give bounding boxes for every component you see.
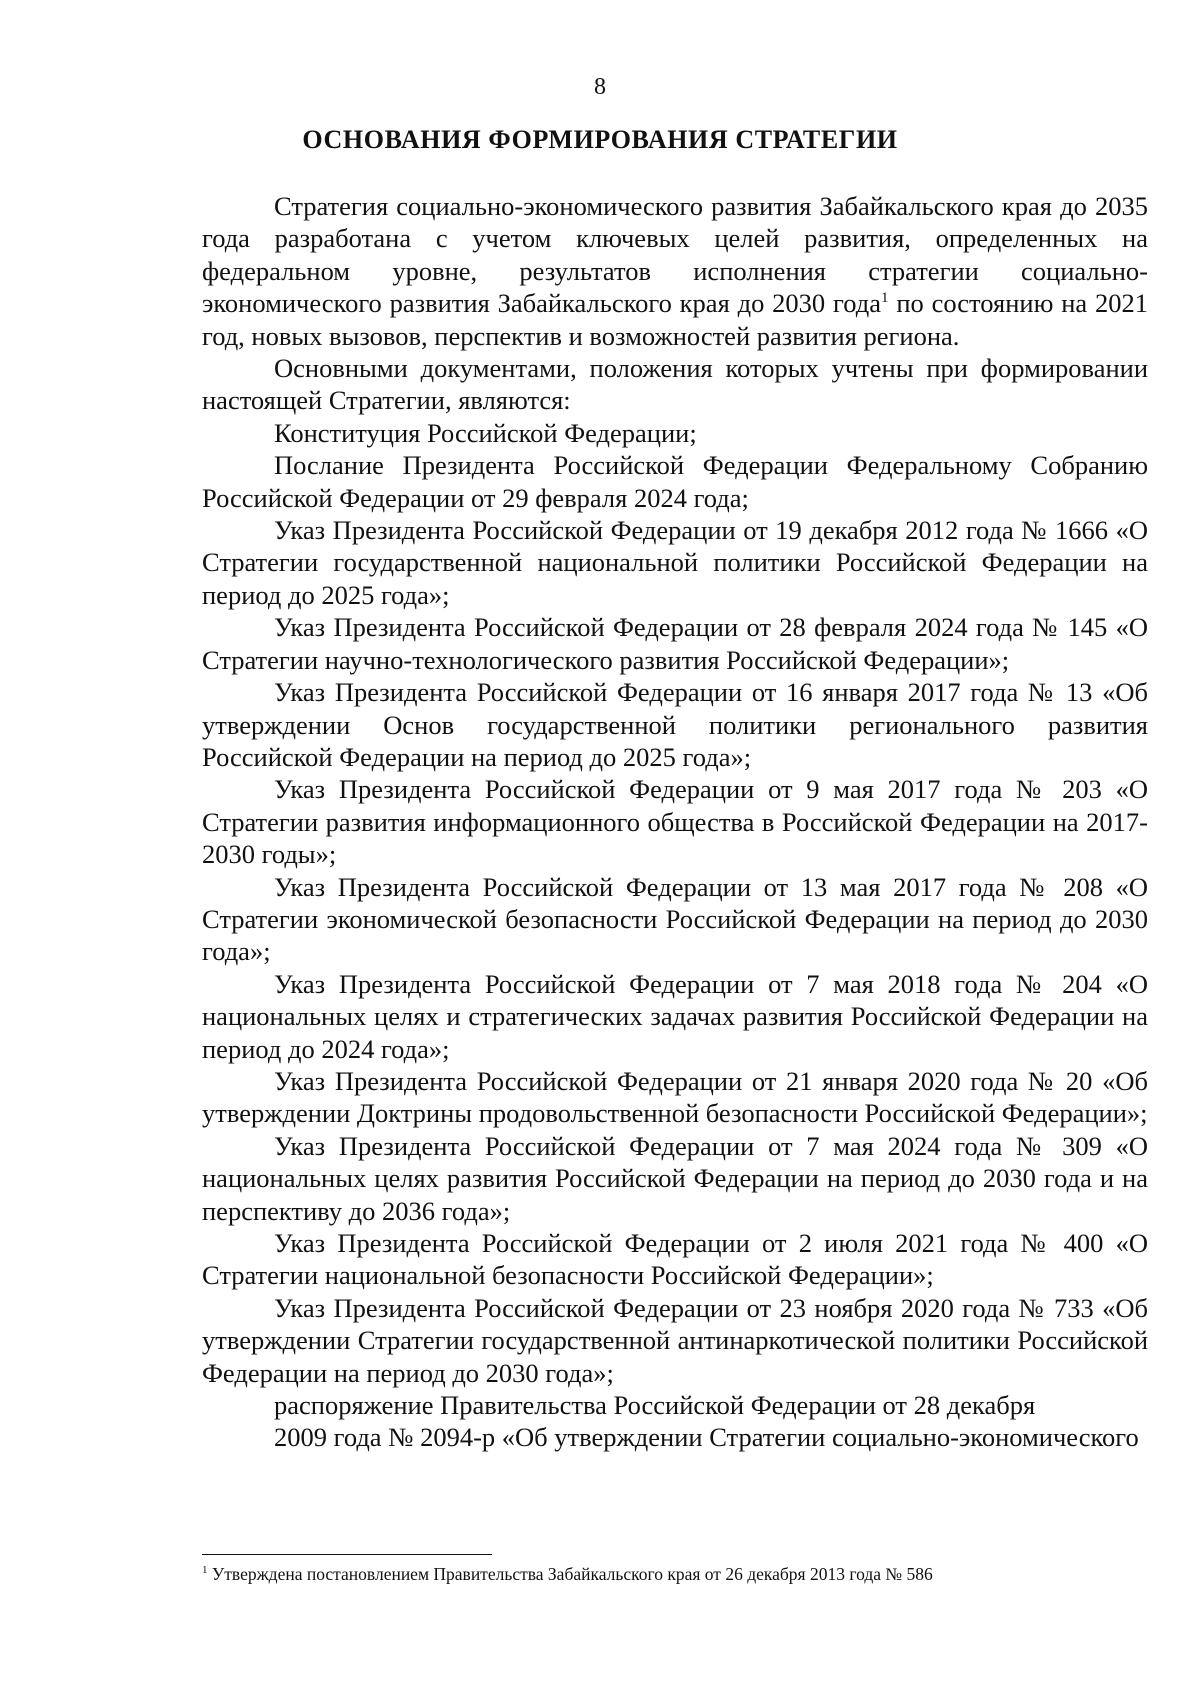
document-item-decree-20: Указ Президента Российской Федерации от 21 января 2020 года № 20 «Об утверждении Доктрины продовольственной безопасности Российской Федерации»;: [202, 1065, 1148, 1129]
document-item-decree-309: Указ Президента Российской Федерации от 7 мая 2024 года № 309 «О национальных целях развития Российской Федерации на период до 2030 года и на перспективу до 2036 года»;: [202, 1130, 1148, 1226]
document-item-decree-13: Указ Президента Российской Федерации от 16 января 2017 года № 13 «Об утверждении Основ государственной политики регионального развития Российской Федерации на период до 2025 года»;: [202, 677, 1148, 772]
intro-text-continued: по состоянию на 2021 год, новых вызовов, перспектив и возможностей развития региона.: [202, 288, 1149, 351]
footnote-text: Утверждена постановлением Правительства Забайкальского края от 26 декабря 2013 года № 586: [207, 1564, 933, 1584]
body-text: [202, 190, 1148, 1454]
page-number: 8: [594, 74, 606, 100]
document-item-address: Послание Президента Российской Федерации Федеральному Собранию Российской Федерации от 29 февраля 2024 года;: [202, 450, 1148, 513]
document-item-order-2094r: [202, 1389, 1148, 1454]
footnote: [202, 1562, 1148, 1586]
document-item-decree-733: Указ Президента Российской Федерации от 23 ноября 2020 года № 733 «Об утверждении Стратегии государственной антинаркотической политики Российской Федерации на период до 2030 года»;: [202, 1292, 1148, 1388]
document-item-decree-145: Указ Президента Российской Федерации от 28 февраля 2024 года № 145 «О Стратегии научно-технологического развития Российской Федерации»;: [202, 612, 1148, 675]
order-2094r-line-2: 2009 года № 2094-р «Об утверждении Стратегии социально-экономического: [274, 1422, 1139, 1453]
footnote-mark: 1: [202, 1564, 208, 1577]
document-item-decree-400: Указ Президента Российской Федерации от 2 июля 2021 года № 400 «О Стратегии национальной безопасности Российской Федерации»;: [202, 1228, 1148, 1291]
footnote-reference: 1: [880, 290, 889, 307]
footnote-separator: [202, 1554, 492, 1555]
section-title: ОСНОВАНИЯ ФОРМИРОВАНИЯ СТРАТЕГИИ: [302, 125, 898, 154]
lead-paragraph: Основными документами, положения которых учтены при формировании настоящей Стратегии, являются:: [202, 353, 1148, 416]
document-item-decree-208: Указ Президента Российской Федерации от 13 мая 2017 года № 208 «О Стратегии экономической безопасности Российской Федерации на период до 2030 года»;: [202, 871, 1148, 967]
intro-paragraph: [202, 190, 1148, 352]
document-item-decree-203: Указ Президента Российской Федерации от 9 мая 2017 года № 203 «О Стратегии развития информационного общества в Российской Федерации на 2017-2030 годы»;: [202, 774, 1148, 870]
order-2094r-line-1: распоряжение Правительства Российской Федерации от 28 декабря: [274, 1390, 1036, 1421]
document-item-decree-1666: Указ Президента Российской Федерации от 19 декабря 2012 года № 1666 «О Стратегии государственной национальной политики Российской Федерации на период до 2025 года»;: [202, 515, 1148, 610]
document-item-constitution: Конституция Российской Федерации;: [274, 417, 697, 448]
document-item-decree-204: Указ Президента Российской Федерации от 7 мая 2018 года № 204 «О национальных целях и стратегических задачах развития Российской Федерации на период до 2024 года»;: [202, 968, 1148, 1064]
intro-text: Стратегия социально-экономического развития Забайкальского края до 2035 года разработана с учетом ключевых целей развития, определенных на федеральном уровне, результатов исполнения стратегии социально-экономического развития Забайкальского края до 2030 года: [202, 191, 1148, 319]
